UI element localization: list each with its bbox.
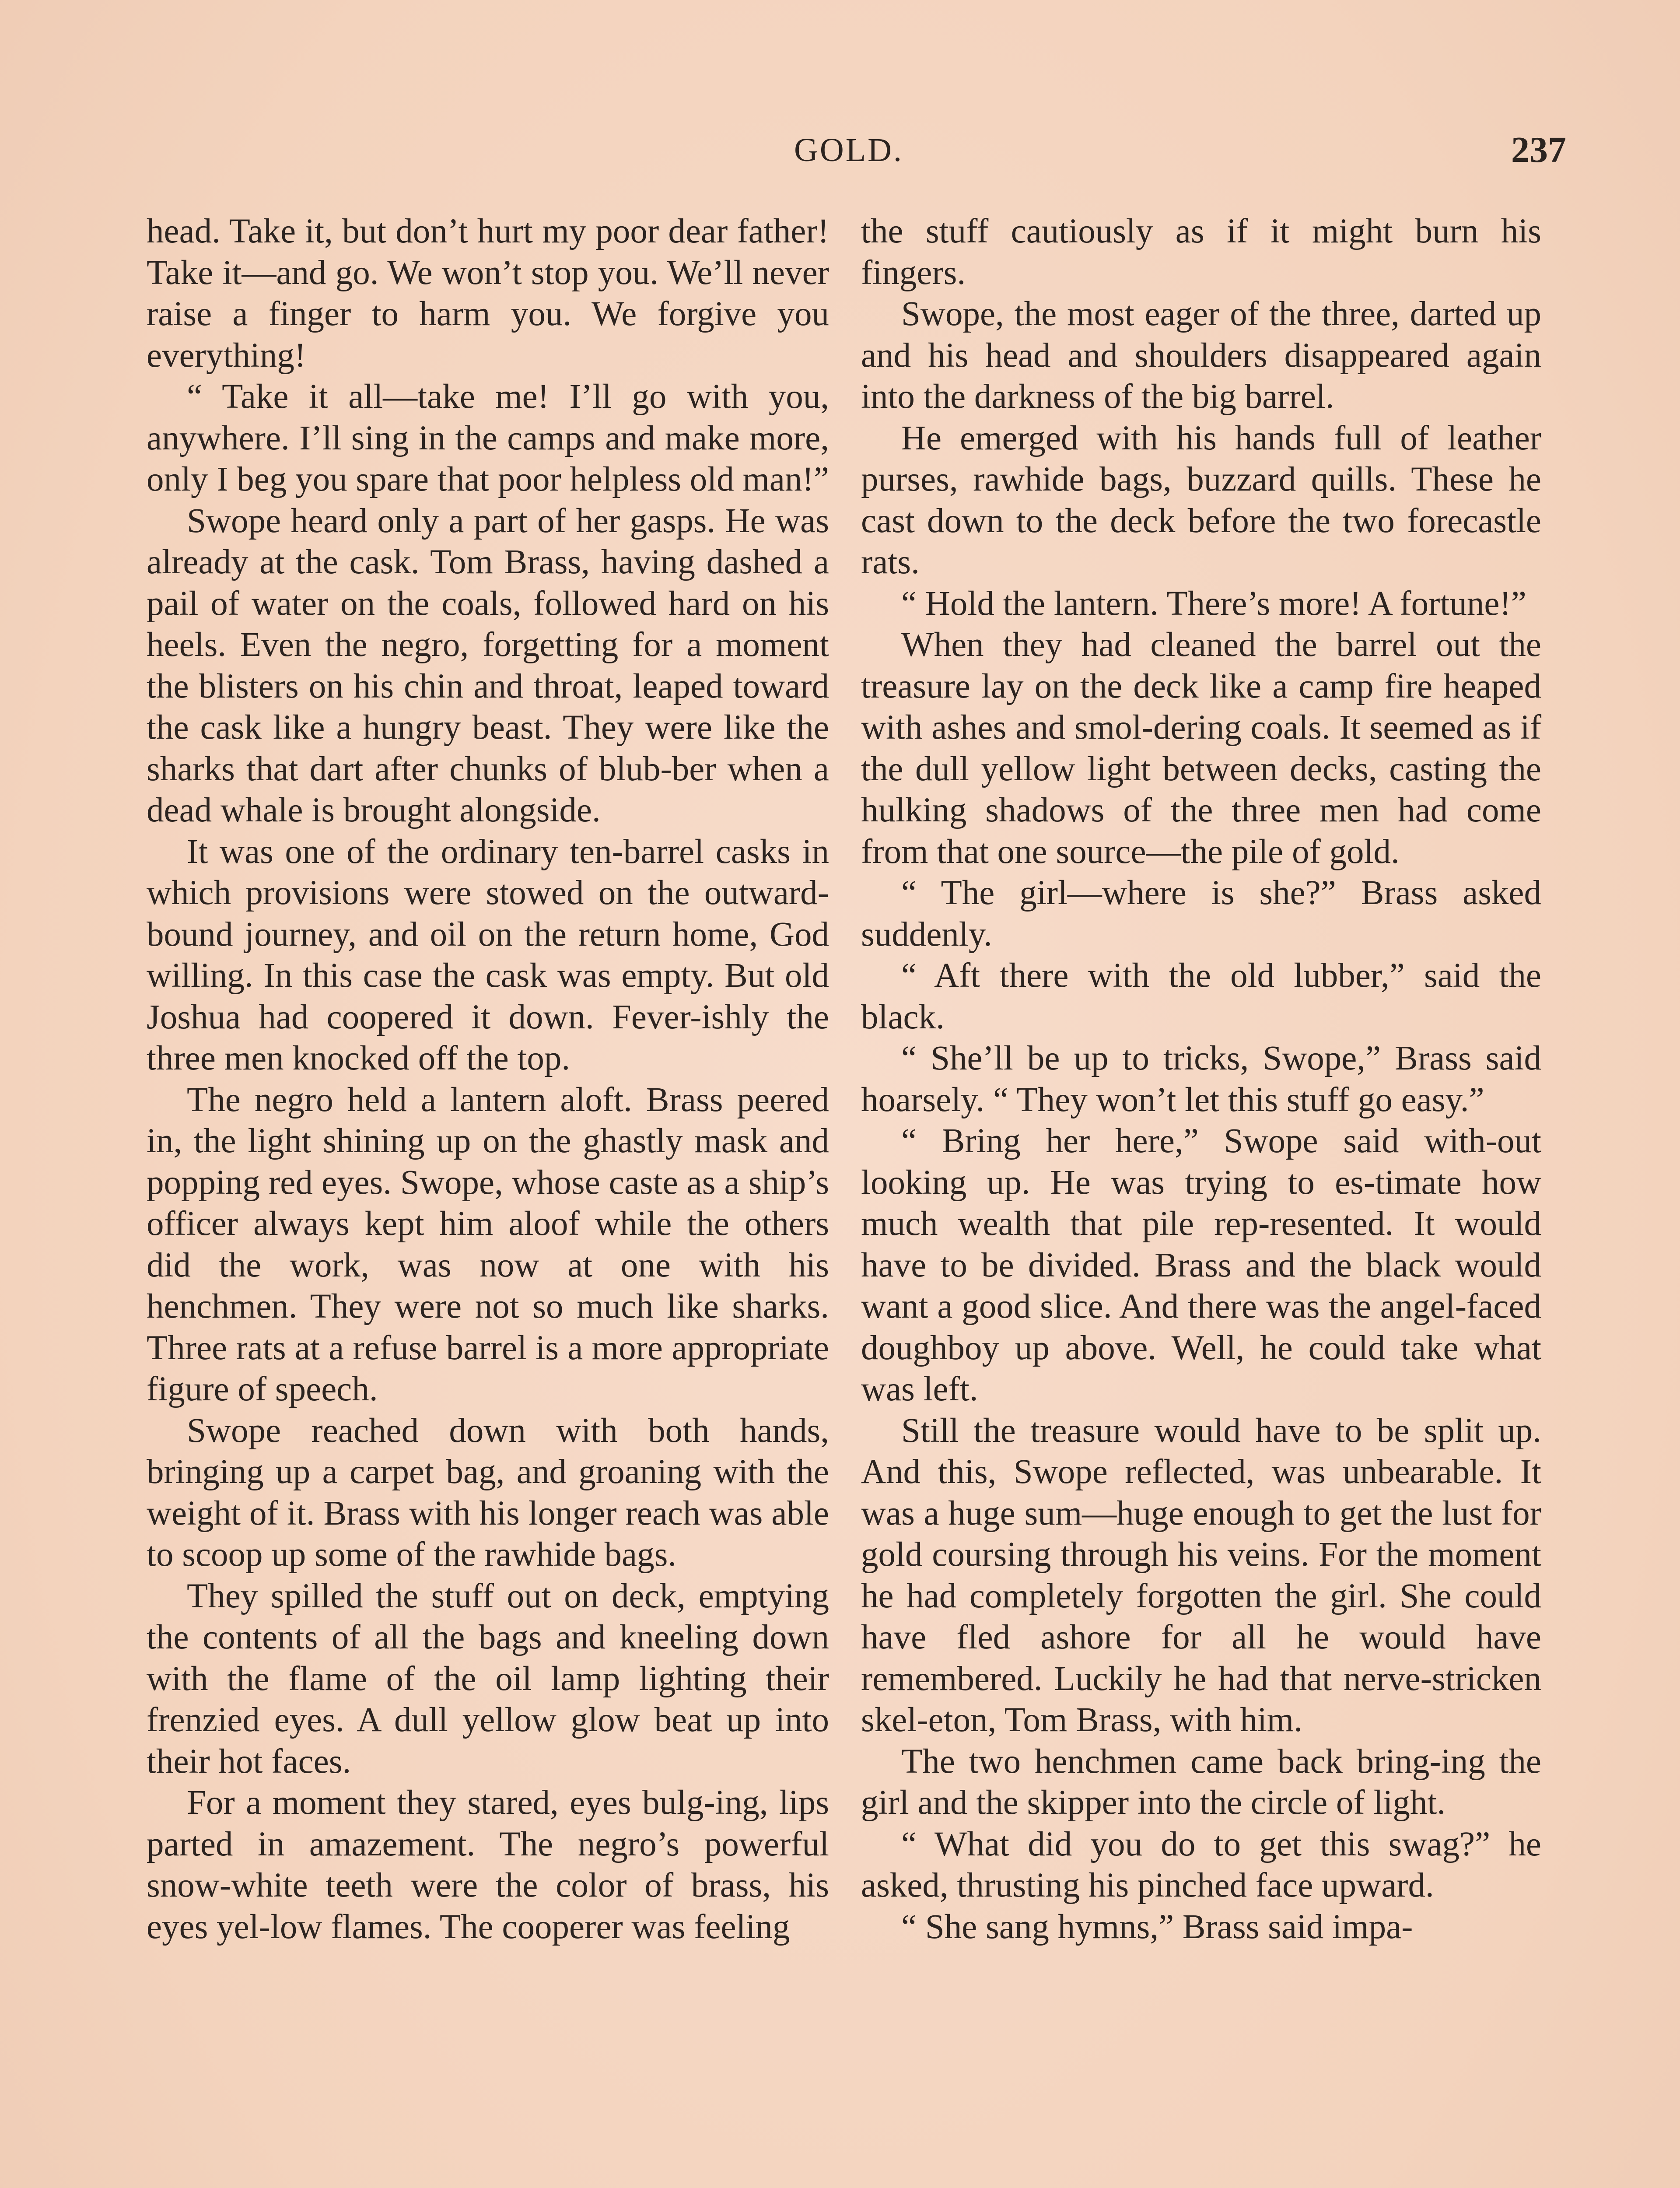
- paragraph: When they had cleaned the barrel out the treasure lay on the deck like a camp fire heaped with ashes and smol-dering coals. It seemed as if the dull yellow light between decks, casting the hulking shadows of the three men had come from that one source—the pile of gold.: [861, 626, 1541, 871]
- right-column: [861, 211, 1541, 1948]
- page-number: 237: [1511, 130, 1566, 170]
- paragraph: “ Aft there with the old lubber,” said the black.: [861, 957, 1541, 1036]
- paragraph: “ The girl—where is she?” Brass asked suddenly.: [861, 874, 1541, 954]
- paragraph: “ Bring her here,” Swope said with-out looking up. He was trying to es-timate how much wealth that pile rep-resented. It would have to be divided. Brass and the black would want a good slice. And there was the angel-faced doughboy up above. Well, he could take what was left.: [861, 1122, 1541, 1408]
- running-title: GOLD.: [794, 132, 904, 168]
- paragraph: Swope, the most eager of the three, darted up and his head and shoulders disappeared again into the darkness of the big barrel.: [861, 295, 1541, 416]
- running-head: [149, 130, 1566, 188]
- paragraph: “ She sang hymns,” Brass said impa-: [901, 1907, 1413, 1946]
- paragraph: Swope reached down with both hands, bringing up a carpet bag, and groaning with the weight of it. Brass with his longer reach was able to scoop up some of the rawhide bags.: [147, 1411, 829, 1574]
- paragraph: “ What did you do to get this swag?” he asked, thrusting his pinched face upward.: [861, 1825, 1541, 1904]
- paragraph: “ Hold the lantern. There’s more! A fortune!”: [901, 584, 1526, 623]
- paragraph: Still the treasure would have to be split up. And this, Swope reflected, was unbearable. It was a huge sum—huge enough to get the lust for gold coursing through his veins. For the moment he had completely forgotten the girl. She could have fled ashore for all he would have remembered. Luckily he had that nerve-stricken skel-eton, Tom Brass, with him.: [861, 1411, 1541, 1739]
- paragraph: It was one of the ordinary ten-barrel casks in which provisions were stowed on the outward-bound journey, and oil on the return home, God willing. In this case the cask was empty. But old Joshua had coopered it down. Fever-ishly the three men knocked off the top.: [147, 832, 829, 1077]
- paragraph: the stuff cautiously as if it might burn his fingers.: [861, 212, 1541, 292]
- paragraph: Swope heard only a part of her gasps. He was already at the cask. Tom Brass, having dashed a pail of water on the coals, followed hard on his heels. Even the negro, forgetting for a moment the blisters on his chin and throat, leaped toward the cask like a hungry beast. They were like the sharks that dart after chunks of blub-ber when a dead whale is brought alongside.: [147, 501, 829, 829]
- paragraph: “ Take it all—take me! I’ll go with you, anywhere. I’ll sing in the camps and make more, only I beg you spare that poor helpless old man!”: [147, 378, 829, 498]
- paragraph: They spilled the stuff out on deck, emptying the contents of all the bags and kneeling down with the flame of the oil lamp lighting their frenzied eyes. A dull yellow glow beat up into their hot faces.: [147, 1577, 829, 1781]
- paragraph: The negro held a lantern aloft. Brass peered in, the light shining up on the ghastly mask and popping red eyes. Swope, whose caste as a ship’s officer always kept him aloof while the others did the work, was now at one with his henchmen. They were not so much like sharks. Three rats at a refuse barrel is a more appropriate figure of speech.: [147, 1080, 829, 1408]
- left-column: [147, 211, 829, 1948]
- paragraph: He emerged with his hands full of leather purses, rawhide bags, buzzard quills. These he cast down to the deck before the two forecastle rats.: [861, 419, 1541, 581]
- paragraph: “ She’ll be up to tricks, Swope,” Brass said hoarsely. “ They won’t let this stuff go easy.”: [861, 1039, 1541, 1119]
- paragraph: head. Take it, but don’t hurt my poor dear father! Take it—and go. We won’t stop you. We’ll never raise a finger to harm you. We forgive you everything!: [147, 212, 829, 375]
- paragraph: The two henchmen came back bring-ing the girl and the skipper into the circle of light.: [861, 1742, 1541, 1822]
- paragraph: For a moment they stared, eyes bulg-ing, lips parted in amazement. The negro’s powerful snow-white teeth were the color of brass, his eyes yel-low flames. The cooperer was feeling: [147, 1784, 829, 1946]
